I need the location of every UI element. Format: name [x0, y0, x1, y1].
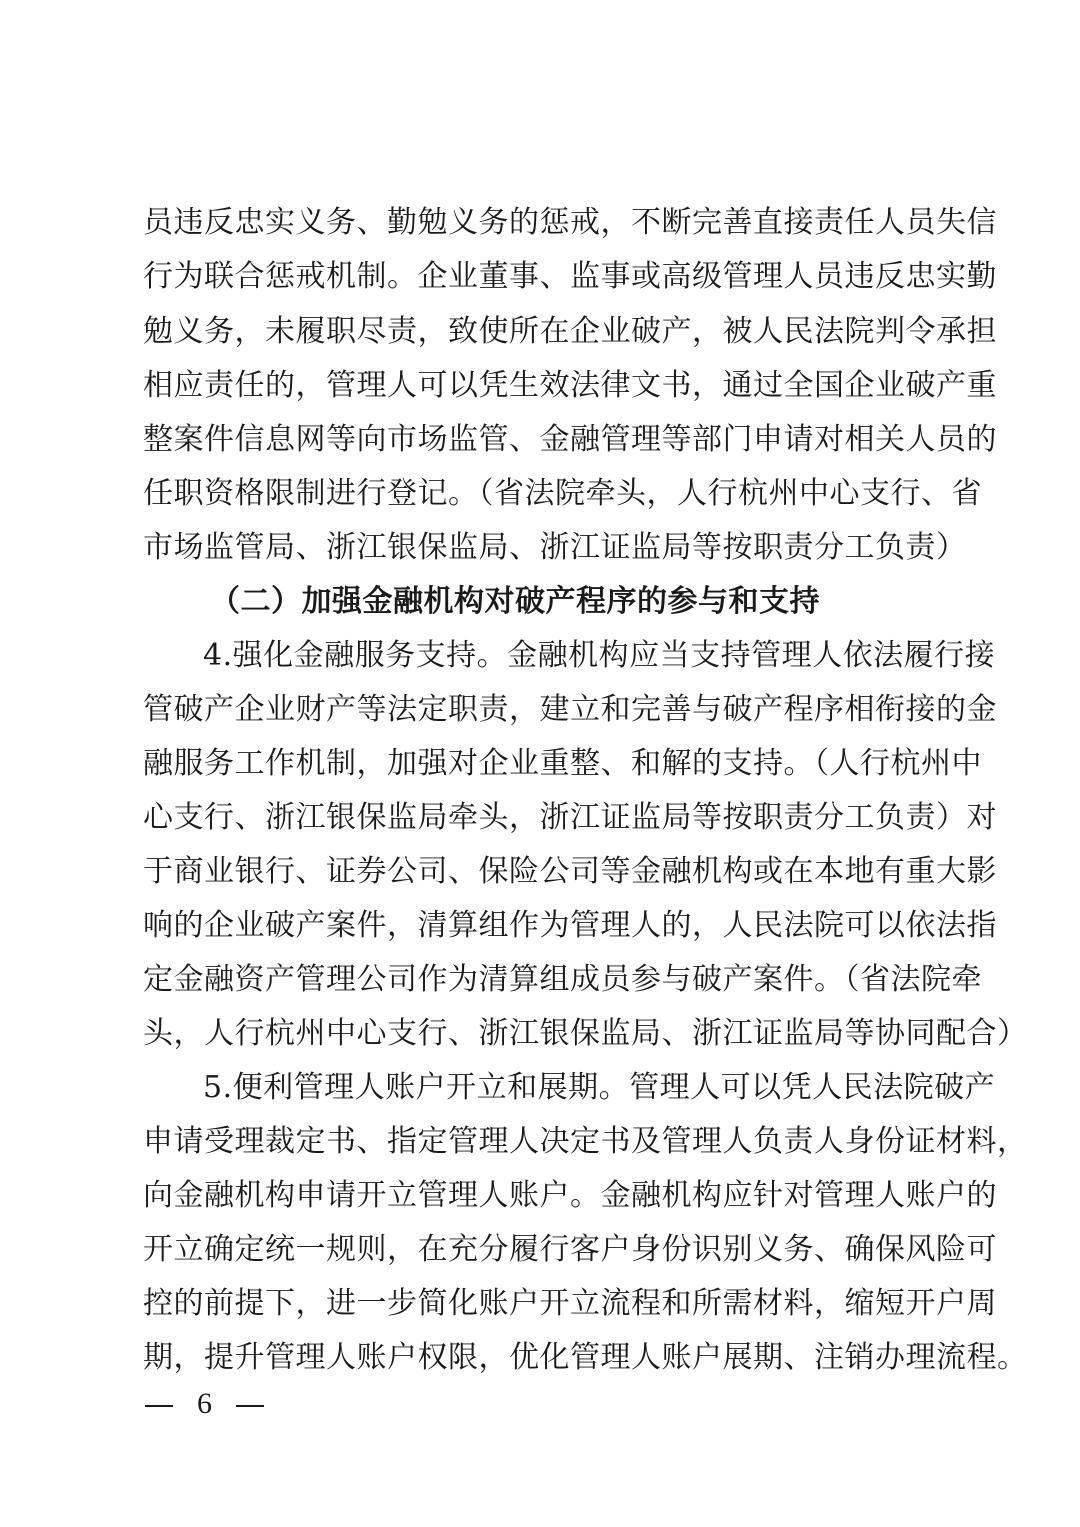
- body-line: 于商业银行、证券公司、保险公司等金融机构或在本地有重大影: [143, 854, 997, 889]
- body-line: 向金融机构申请开立管理人账户。金融机构应针对管理人账户的: [143, 1178, 997, 1213]
- page-number: 6: [197, 1387, 212, 1420]
- body-line: 相应责任的，管理人可以凭生效法律文书，通过全国企业破产重: [143, 368, 997, 403]
- paragraph-first-line: 5.便利管理人账户开立和展期。管理人可以凭人民法院破产: [203, 1070, 996, 1105]
- paragraph-first-line: 4.强化金融服务支持。金融机构应当支持管理人依法履行接: [203, 638, 996, 673]
- section-heading: （二）加强金融机构对破产程序的参与和支持: [210, 584, 820, 619]
- body-line: 开立确定统一规则，在充分履行客户身份识别义务、确保风险可: [143, 1232, 997, 1267]
- body-line: 任职资格限制进行登记。（省法院牵头，人行杭州中心支行、省: [143, 476, 982, 511]
- body-line: 控的前提下，进一步简化账户开立流程和所需材料，缩短开户周: [143, 1286, 997, 1321]
- body-line: 头，人行杭州中心支行、浙江银保监局、浙江证监局等协同配合）: [143, 1016, 1028, 1051]
- body-line: 管破产企业财产等法定职责，建立和完善与破产程序相衔接的金: [143, 692, 997, 727]
- body-line: 市场监管局、浙江银保监局、浙江证监局等按职责分工负责）: [143, 530, 967, 565]
- body-line: 响的企业破产案件，清算组作为管理人的，人民法院可以依法指: [143, 908, 997, 943]
- footer-dash-left: [145, 1405, 173, 1407]
- body-line: 行为联合惩戒机制。企业董事、监事或高级管理人员违反忠实勤: [143, 259, 997, 294]
- body-line: 融服务工作机制，加强对企业重整、和解的支持。（人行杭州中: [143, 746, 982, 781]
- body-line: 员违反忠实义务、勤勉义务的惩戒，不断完善直接责任人员失信: [143, 205, 997, 240]
- footer-dash-right: [236, 1405, 264, 1407]
- body-line: 申请受理裁定书、指定管理人决定书及管理人负责人身份证材料，: [143, 1124, 1028, 1159]
- body-line: 整案件信息网等向市场监管、金融管理等部门申请对相关人员的: [143, 422, 997, 457]
- body-line: 期，提升管理人账户权限，优化管理人账户展期、注销办理流程。: [143, 1340, 1028, 1375]
- page-footer: [145, 1384, 264, 1424]
- body-line: 心支行、浙江银保监局牵头，浙江证监局等按职责分工负责）对: [143, 800, 997, 835]
- body-line: 勉义务，未履职尽责，致使所在企业破产，被人民法院判令承担: [143, 314, 997, 349]
- body-line: 定金融资产管理公司作为清算组成员参与破产案件。（省法院牵: [143, 962, 982, 997]
